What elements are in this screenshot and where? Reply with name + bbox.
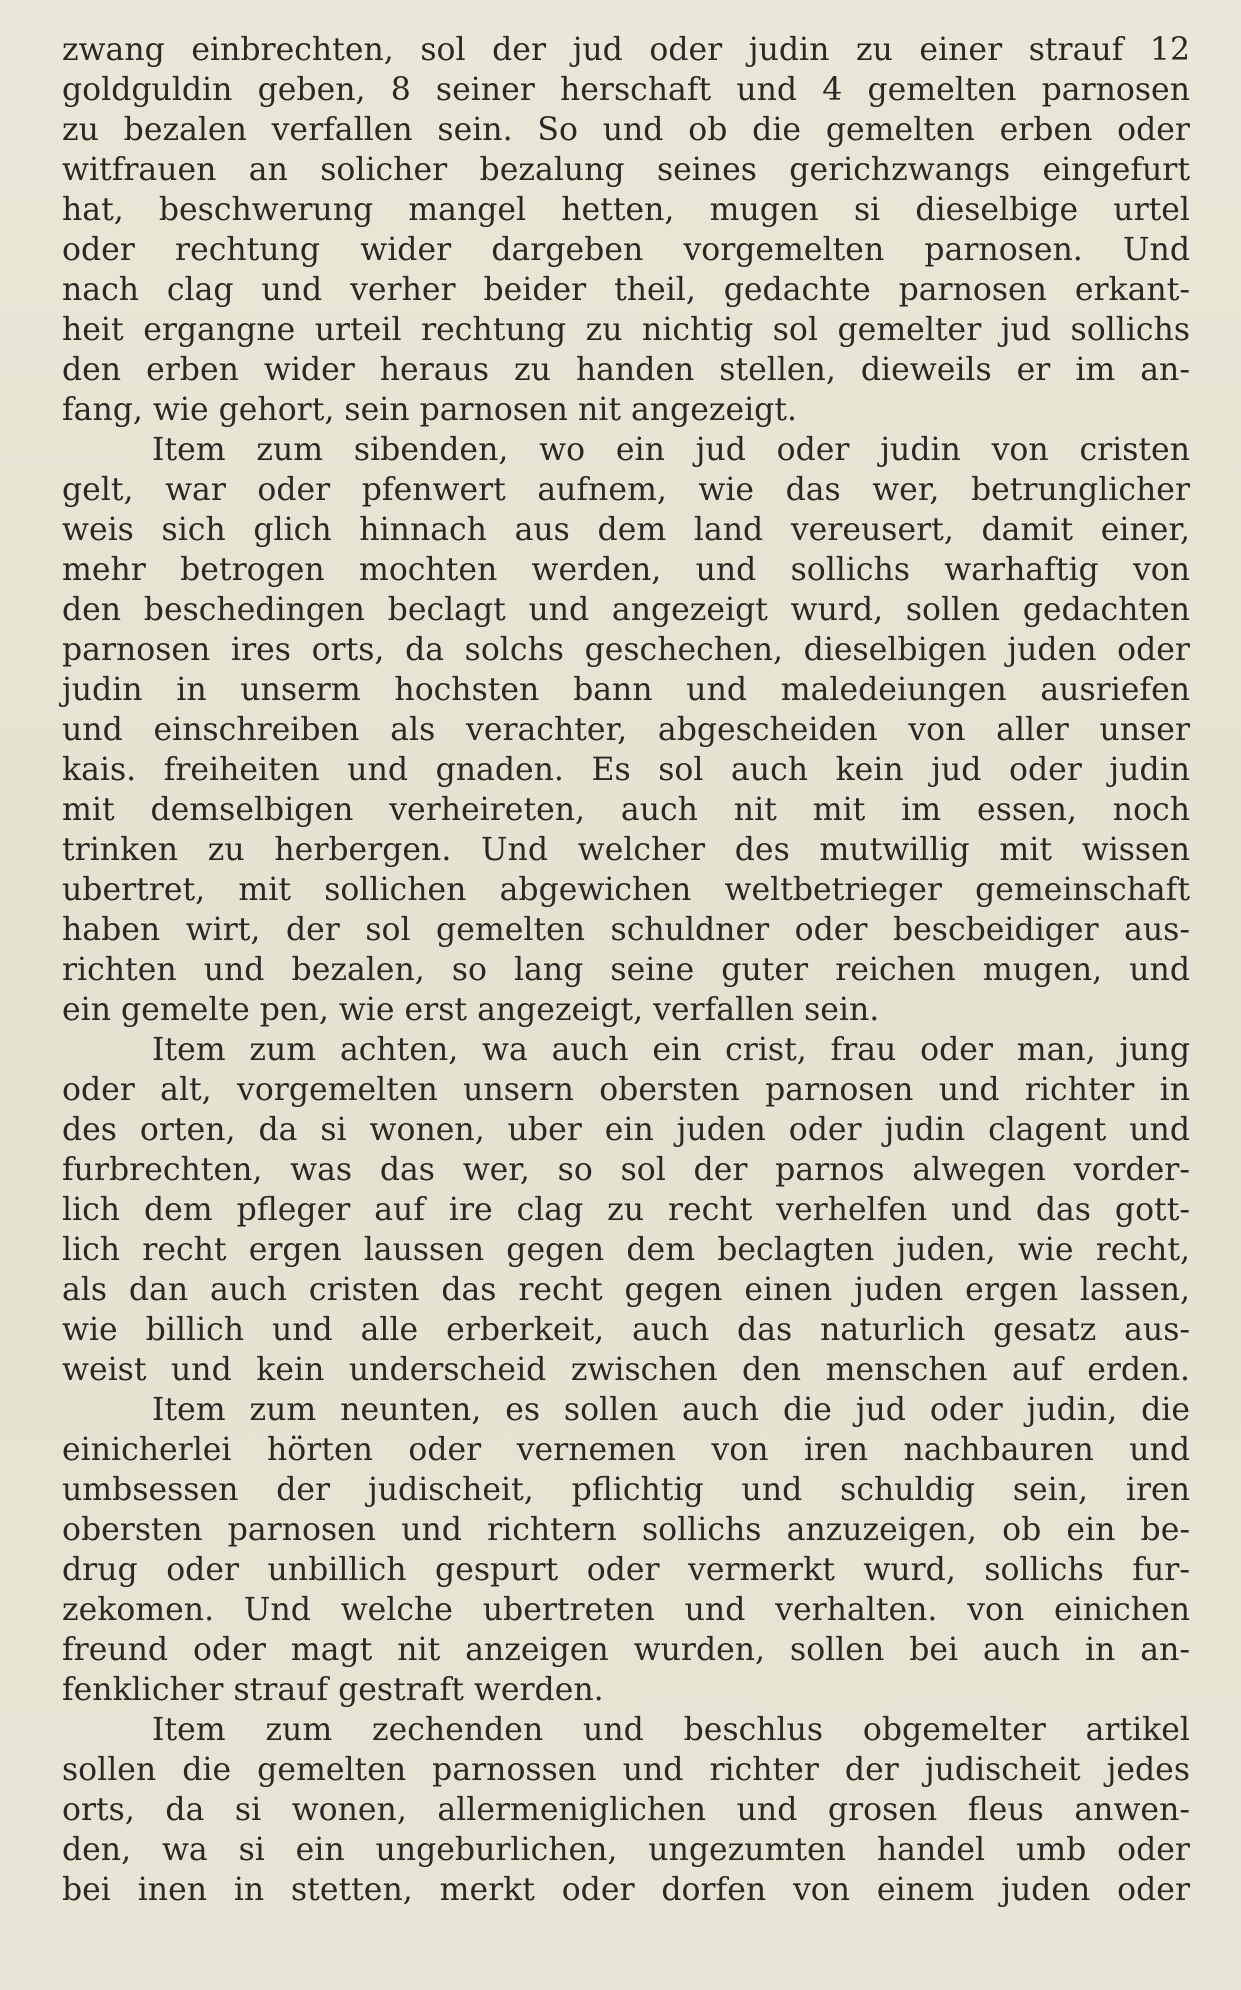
text-line: den, wa si ein ungeburlichen, ungezumten handel umb oder (62, 1832, 1190, 1868)
text-line: oder alt, vorgemelten unsern obersten parnosen und richter in (62, 1072, 1190, 1108)
text-line: trinken zu herbergen. Und welcher des mutwillig mit wissen (62, 832, 1190, 868)
text-line: kais. freiheiten und gnaden. Es sol auch kein jud oder judin (62, 752, 1190, 788)
text-line: heit ergangne urteil rechtung zu nichtig sol gemelter jud sollichs (62, 312, 1190, 348)
text-line: parnosen ires orts, da solchs geschechen, dieselbigen juden oder (62, 632, 1190, 668)
text-line: fenklicher strauf gestraft werden. (62, 1672, 604, 1708)
text-line: Item zum zechenden und beschlus obgemelter artikel (152, 1712, 1190, 1748)
text-line: weis sich glich hinnach aus dem land vereusert, damit einer, (62, 512, 1190, 548)
text-line: haben wirt, der sol gemelten schuldner oder bescbeidiger aus- (62, 912, 1190, 948)
text-line: mit demselbigen verheireten, auch nit mit im essen, noch (62, 792, 1190, 828)
text-line: nach clag und verher beider theil, gedachte parnosen erkant- (62, 272, 1190, 308)
text-line: furbrechten, was das wer, so sol der parnos alwegen vorder- (62, 1152, 1190, 1188)
text-line: Item zum sibenden, wo ein jud oder judin von cristen (152, 432, 1190, 468)
text-line: lich dem pfleger auf ire clag zu recht verhelfen und das gott- (62, 1192, 1190, 1228)
text-line: umbsessen der judischeit, pflichtig und schuldig sein, iren (62, 1472, 1190, 1508)
text-line: zekomen. Und welche ubertreten und verhalten. von einichen (62, 1592, 1190, 1628)
text-line: gelt, war oder pfenwert aufnem, wie das wer, betrunglicher (62, 472, 1190, 508)
text-line: oder rechtung wider dargeben vorgemelten parnosen. Und (62, 232, 1190, 268)
text-line: und einschreiben als verachter, abgescheiden von aller unser (62, 712, 1190, 748)
body-text (62, 30, 1190, 1910)
text-line: freund oder magt nit anzeigen wurden, sollen bei auch in an- (62, 1632, 1190, 1668)
text-line: zu bezalen verfallen sein. So und ob die gemelten erben oder (62, 112, 1190, 148)
text-line: ubertret, mit sollichen abgewichen weltbetrieger gemeinschaft (62, 872, 1190, 908)
text-line: einicherlei hörten oder vernemen von iren nachbauren und (62, 1432, 1190, 1468)
text-line: richten und bezalen, so lang seine guter reichen mugen, und (62, 952, 1190, 988)
text-line: weist und kein underscheid zwischen den menschen auf erden. (62, 1352, 1190, 1388)
text-line: lich recht ergen laussen gegen dem beclagten juden, wie recht, (62, 1232, 1190, 1268)
text-line: zwang einbrechten, sol der jud oder judin zu einer strauf 12 (62, 32, 1190, 68)
text-line: judin in unserm hochsten bann und maledeiungen ausriefen (62, 672, 1190, 708)
text-line: Item zum achten, wa auch ein crist, frau oder man, jung (152, 1032, 1190, 1068)
text-line: wie billich und alle erberkeit, auch das naturlich gesatz aus- (62, 1312, 1190, 1348)
text-line: orts, da si wonen, allermeniglichen und grosen fleus anwen- (62, 1792, 1190, 1828)
text-line: den beschedingen beclagt und angezeigt wurd, sollen gedachten (62, 592, 1190, 628)
text-line: Item zum neunten, es sollen auch die jud oder judin, die (152, 1392, 1190, 1428)
text-line: den erben wider heraus zu handen stellen, dieweils er im an- (62, 352, 1190, 388)
text-line: fang, wie gehort, sein parnosen nit angezeigt. (62, 392, 798, 428)
text-line: bei inen in stetten, merkt oder dorfen von einem juden oder (62, 1872, 1190, 1908)
text-line: sollen die gemelten parnossen und richter der judischeit jedes (62, 1752, 1190, 1788)
text-line: witfrauen an solicher bezalung seines gerichzwangs eingefurt (62, 152, 1190, 188)
text-line: des orten, da si wonen, uber ein juden oder judin clagent und (62, 1112, 1190, 1148)
text-line: als dan auch cristen das recht gegen einen juden ergen lassen, (62, 1272, 1190, 1308)
text-line: ein gemelte pen, wie erst angezeigt, verfallen sein. (62, 992, 880, 1028)
text-line: mehr betrogen mochten werden, und sollichs warhaftig von (62, 552, 1190, 588)
text-line: drug oder unbillich gespurt oder vermerkt wurd, sollichs fur- (62, 1552, 1190, 1588)
text-line: hat, beschwerung mangel hetten, mugen si dieselbige urtel (62, 192, 1190, 228)
text-line: goldguldin geben, 8 seiner herschaft und 4 gemelten parnosen (62, 72, 1190, 108)
text-line: obersten parnosen und richtern sollichs anzuzeigen, ob ein be- (62, 1512, 1190, 1548)
